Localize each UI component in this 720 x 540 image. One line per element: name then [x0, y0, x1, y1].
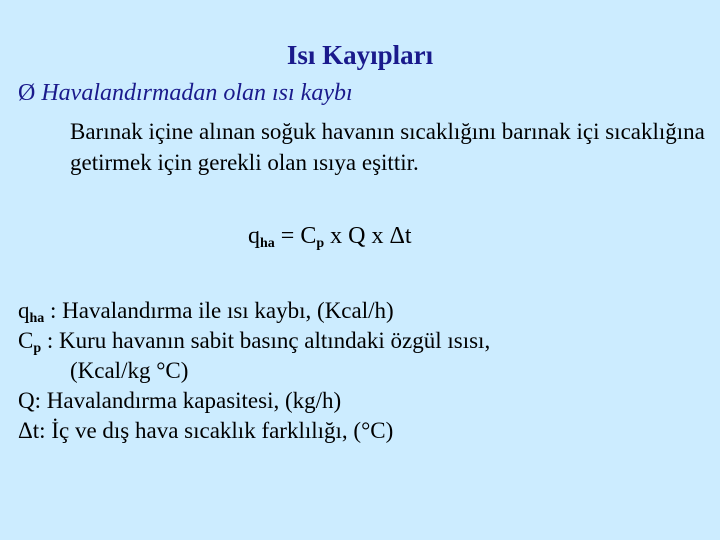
description-text: Barınak içine alınan soğuk havanın sıcaklığını barınak içi sıcaklığına getirmek için gerekli olan ısıya eşittir. — [70, 119, 705, 175]
def-cp — [18, 326, 708, 356]
formula-eq: = C — [274, 223, 317, 249]
def-qha-sub: ha — [29, 311, 45, 326]
formula-q-sub: ha — [260, 236, 275, 251]
def-cp-sub: p — [33, 341, 42, 356]
bullet-heading: Havalandırmadan olan ısı kaybı — [41, 80, 353, 106]
formula — [248, 223, 412, 250]
def-cp-symbol: C — [18, 328, 34, 353]
slide-title: Isı Kayıpları — [286, 40, 434, 70]
def-qha-symbol: q — [18, 298, 30, 323]
def-dt: Δt: İç ve dış hava sıcaklık farklılığı, (°C) — [18, 418, 394, 443]
def-cp-text: : Kuru havanın sabit basınç altındaki özgül ısısı, — [41, 328, 491, 353]
formula-cp-sub: p — [316, 236, 325, 251]
def-cp-continuation: (Kcal/kg °C) — [70, 358, 189, 383]
bullet-heading-row — [18, 80, 353, 107]
arrow-bullet-icon: Ø — [18, 80, 36, 106]
formula-q: q — [248, 223, 260, 249]
def-qha — [18, 296, 708, 326]
def-qha-text: : Havalandırma ile ısı kaybı, (Kcal/h) — [44, 298, 394, 323]
def-q: Q: Havalandırma kapasitesi, (kg/h) — [18, 388, 342, 413]
formula-rest: x Q x Δt — [324, 223, 412, 249]
definitions — [18, 296, 708, 446]
